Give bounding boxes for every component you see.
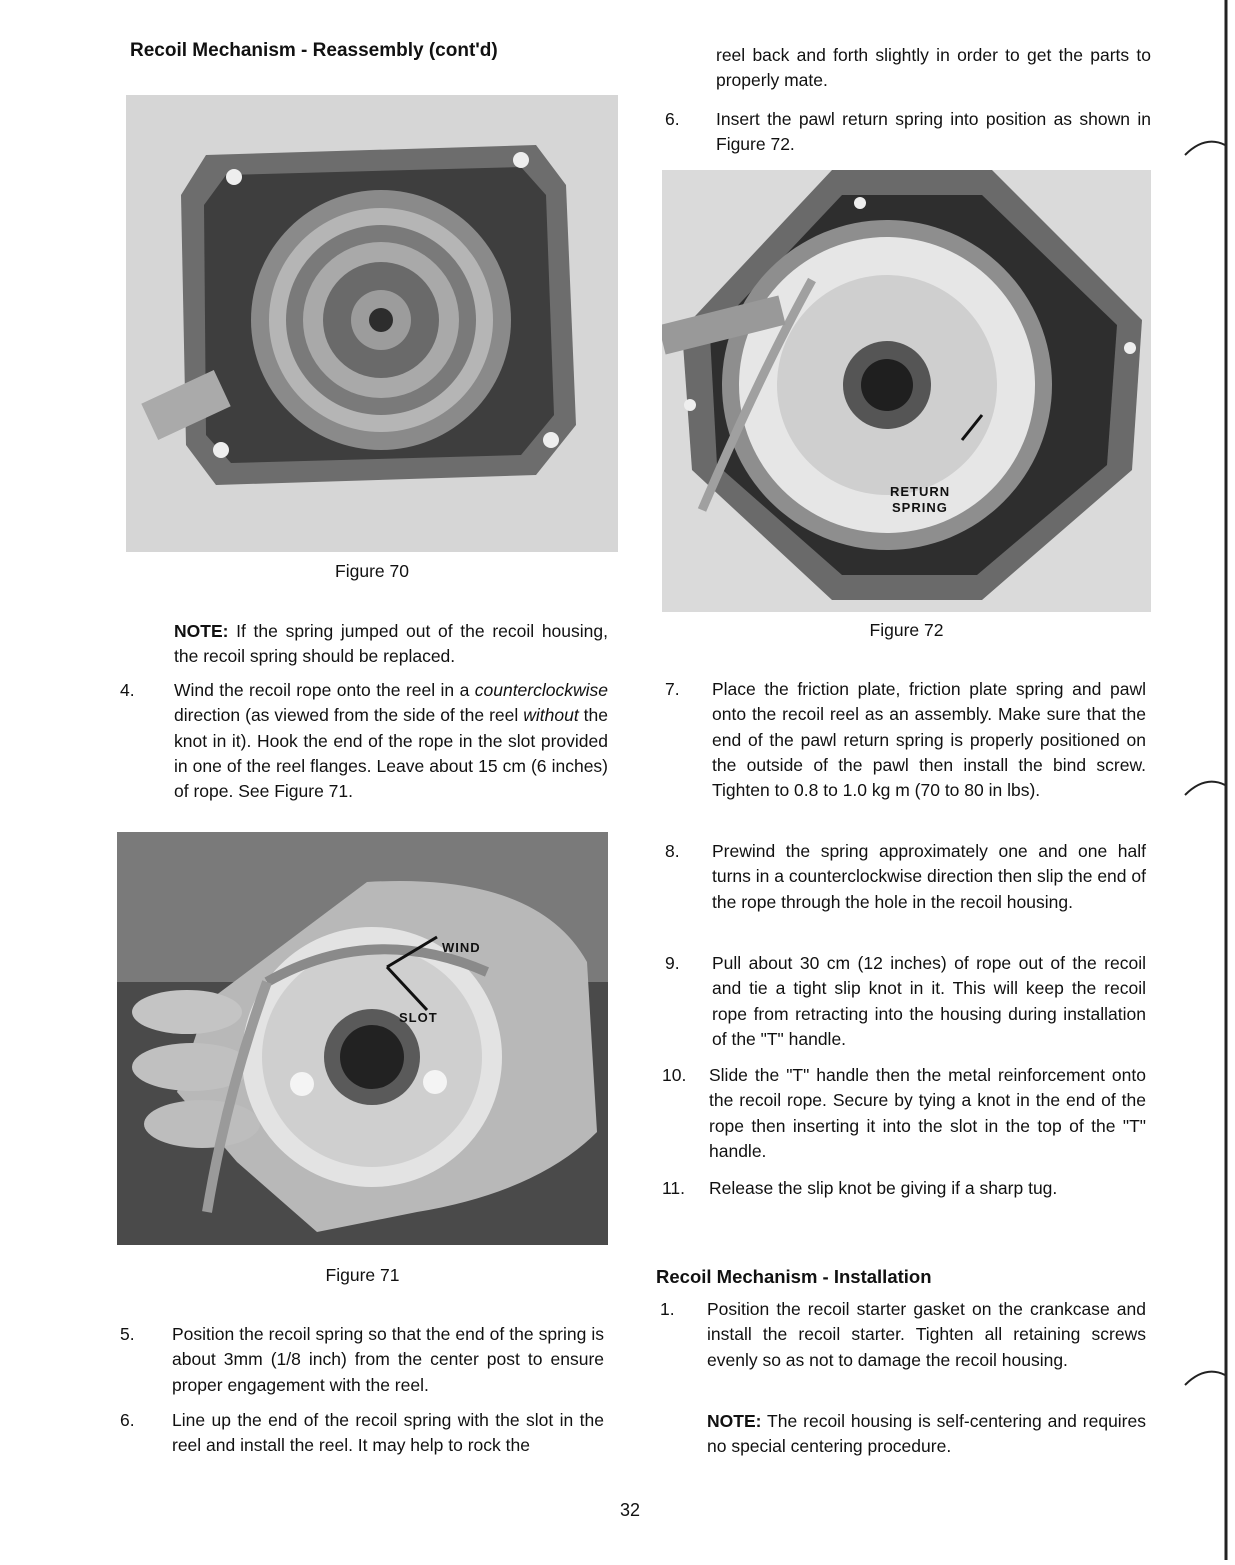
figure-72-caption: Figure 72 <box>869 620 944 640</box>
scan-edge-marks <box>1170 0 1230 1565</box>
step-6-right-number: 6. <box>665 109 680 129</box>
recoil-housing-image <box>126 95 618 552</box>
step-4-emphasis-direction: counterclockwise <box>474 680 608 700</box>
step-9-number: 9. <box>665 953 680 973</box>
note-spring-replace <box>174 619 608 670</box>
step-8-text: Prewind the spring approximately one and one half turns in a counterclockwise direction then slip the end of the rope through the hole in the recoil housing. <box>712 841 1146 912</box>
step-4-text <box>174 678 608 804</box>
step-8-number: 8. <box>665 841 680 861</box>
install-note-text: The recoil housing is self-centering and requires no special centering procedure. <box>707 1411 1146 1457</box>
step-4-number: 4. <box>120 680 135 700</box>
section-heading-reassembly: Recoil Mechanism - Reassembly (cont'd) <box>130 40 498 61</box>
spring-label: SPRING <box>892 500 948 515</box>
return-label: RETURN <box>890 484 951 499</box>
step-6-right-text: Insert the pawl return spring into position as shown in Figure 72. <box>716 109 1151 155</box>
hand-reel-image <box>117 832 608 1245</box>
figure-71-photo <box>117 832 608 1245</box>
figure-70-photo <box>126 95 618 552</box>
step-5-number: 5. <box>120 1324 135 1344</box>
step-5-text: Position the recoil spring so that the end of the spring is about 3mm (1/8 inch) from the center post to ensure proper engagement with the reel. <box>172 1324 604 1395</box>
step-6-left-number: 6. <box>120 1410 135 1430</box>
step-9-text: Pull about 30 cm (12 inches) of rope out of the recoil and tie a tight slip knot in it. This will keep the recoil rope from retracting into the housing during installation of the "T" handle. <box>712 953 1146 1049</box>
step-7-text: Place the friction plate, friction plate spring and pawl onto the recoil reel as an assembly. Make sure that the end of the pawl return spring is properly positioned on the outside of the pawl then install the bind screw. Tighten to 0.8 to 1.0 kg m (70 to 80 in lbs). <box>712 679 1146 801</box>
step-4-text-b: direction (as viewed from the side of the reel <box>174 705 524 726</box>
step-10-number: 10. <box>662 1065 687 1085</box>
section-heading-installation: Recoil Mechanism - Installation <box>656 1266 932 1287</box>
step-11-text: Release the slip knot be giving if a sharp tug. <box>709 1178 1058 1198</box>
note-label: NOTE: <box>174 621 229 641</box>
continued-text: reel back and forth slightly in order to get the parts to properly mate. <box>716 45 1151 91</box>
install-note-label: NOTE: <box>707 1411 762 1431</box>
wind-label: WIND <box>442 940 481 955</box>
install-note <box>707 1409 1146 1460</box>
step-4-emphasis-without: without <box>523 705 579 726</box>
figure-71-caption: Figure 71 <box>325 1265 400 1285</box>
step-10-text: Slide the "T" handle then the metal reinforcement onto the recoil rope. Secure by tying a knot in the end of the rope then inserting it into the slot in the top of the "T" handle. <box>709 1065 1146 1161</box>
install-step-1-number: 1. <box>660 1299 675 1319</box>
step-6-left-text: Line up the end of the recoil spring with the slot in the reel and install the reel. It may help to rock the <box>172 1410 604 1456</box>
figure-72-photo <box>662 170 1151 612</box>
return-spring-image <box>662 170 1151 612</box>
step-7-number: 7. <box>665 679 680 699</box>
step-4-text-c: the knot in it). Hook the end of the rope in the slot provided in one of the reel flanges. Leave about 15 cm (6 inches) of rope. See Figure 71. <box>174 705 608 802</box>
figure-70-caption: Figure 70 <box>335 561 409 581</box>
note-text: If the spring jumped out of the recoil housing, the recoil spring should be replaced. <box>174 621 608 667</box>
step-11-number: 11. <box>662 1178 686 1198</box>
page-number: 32 <box>619 1500 641 1520</box>
step-4-text-a: Wind the recoil rope onto the reel in a <box>174 680 475 700</box>
slot-label: SLOT <box>399 1010 438 1025</box>
install-step-1-text: Position the recoil starter gasket on the crankcase and install the recoil starter. Tighten all retaining screws evenly so as not to damage the recoil housing. <box>707 1299 1146 1370</box>
